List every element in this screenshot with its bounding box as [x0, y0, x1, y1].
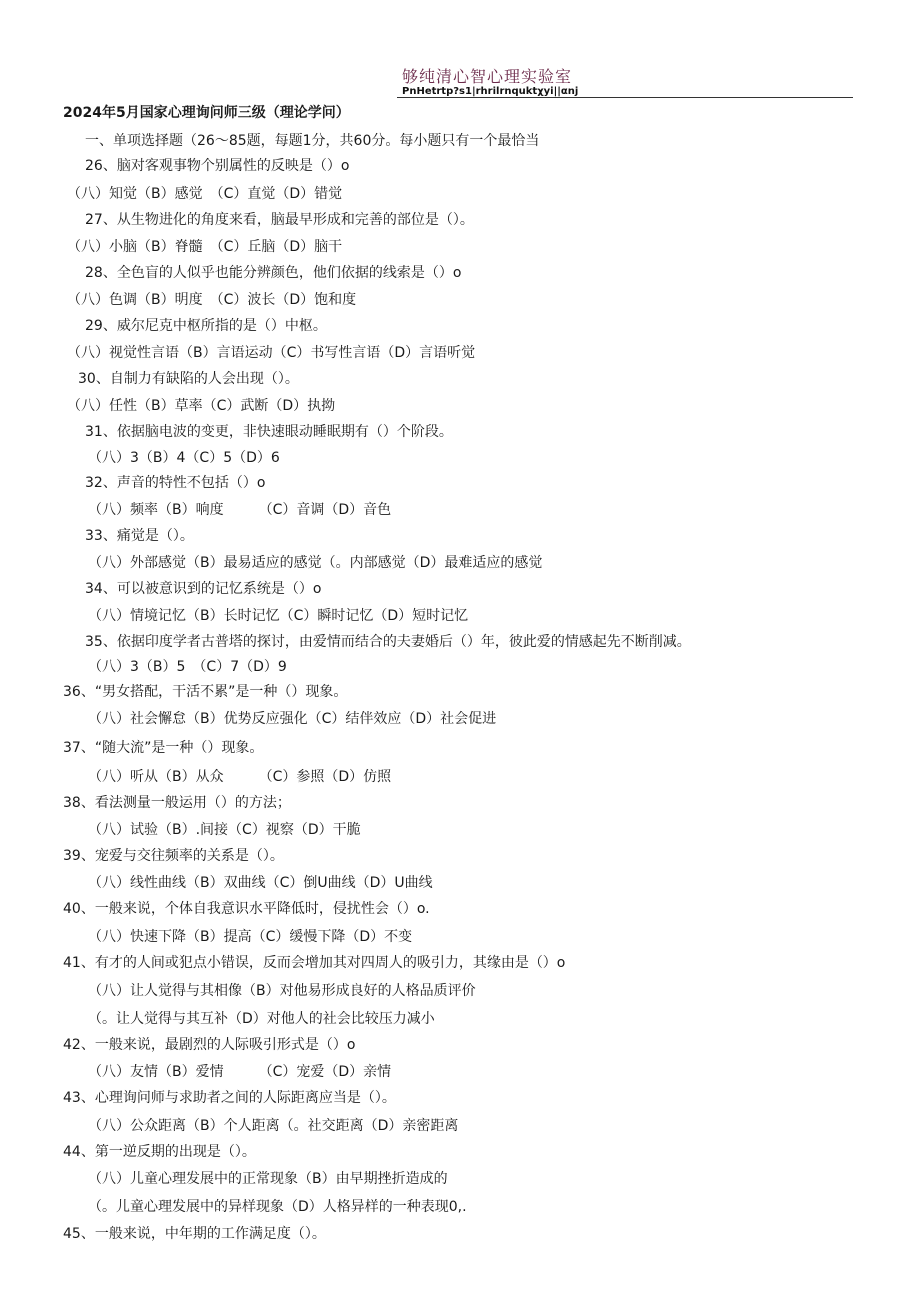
doc-line: 39、宠爱与交往频率的关系是（）。 [63, 848, 284, 864]
document-title: 2024年5月国家心理询问师三级（理论学问） [63, 105, 350, 121]
doc-line: （八）频率（B）响度 （C）音调（D）音色 [88, 502, 392, 518]
doc-line: （八）友情（B）爱情 （C）宠爱（D）亲情 [88, 1064, 392, 1080]
doc-line: 33、痛觉是（）。 [85, 528, 194, 544]
doc-line: （八）外部感觉（B）最易适应的感觉（。内部感觉（D）最难适应的感觉 [88, 555, 543, 571]
doc-line: 34、可以被意识到的记忆系统是（）o [85, 581, 322, 597]
header-lab-name: 够纯清心智心理实验室 [402, 67, 573, 86]
doc-line: 31、依据脑电波的变更，非快速眼动睡眠期有（）个阶段。 [85, 424, 453, 440]
doc-line: （八）3（B）5 （C）7（D）9 [88, 659, 287, 675]
doc-line: 30、自制力有缺陷的人会出现（）。 [78, 371, 299, 387]
doc-line: （八）儿童心理发展中的正常现象（B）由早期挫折造成的 [88, 1171, 448, 1187]
doc-line: （八）色调（B）明度 （C）波长（D）饱和度 [67, 292, 357, 308]
doc-line: 36、“男女搭配，干活不累”是一种（）现象。 [63, 684, 348, 700]
doc-line: （。让人觉得与其互补（D）对他人的社会比较压力减小 [88, 1011, 435, 1027]
doc-line: （八）情境记忆（B）长时记忆（C）瞬时记忆（D）短时记忆 [88, 608, 469, 624]
doc-line: （八）让人觉得与其相像（B）对他易形成良好的人格品质评价 [88, 983, 476, 999]
doc-line: 35、依据印度学者古普塔的探讨，由爱情而结合的夫妻婚后（）年，彼此爱的情感起先不断削减。 [85, 634, 691, 650]
doc-line: 37、“随大流”是一种（）现象。 [63, 740, 264, 756]
doc-line: （。儿童心理发展中的异样现象（D）人格异样的一种表现0,. [88, 1199, 467, 1215]
doc-line: （八）3（B）4（C）5（D）6 [88, 450, 280, 466]
doc-line: 26、脑对客观事物个别属性的反映是（）o [85, 158, 350, 174]
header-rule [397, 97, 853, 98]
doc-line: （八）快速下降（B）提高（C）缓慢下降（D）不变 [88, 929, 413, 945]
doc-line: （八）社会懈怠（B）优势反应强化（C）结伴效应（D）社会促进 [88, 711, 497, 727]
doc-line: （八）小脑（B）脊髓 （C）丘脑（D）脑干 [67, 239, 343, 255]
doc-line: 44、第一逆反期的出现是（）。 [63, 1144, 256, 1160]
doc-line: （八）公众距离（B）个人距离（。社交距离（D）亲密距离 [88, 1118, 459, 1134]
doc-line: （八）线性曲线（B）双曲线（C）倒U曲线（D）U曲线 [88, 875, 433, 891]
doc-line: （八）视觉性言语（B）言语运动（C）书写性言语（D）言语听觉 [67, 345, 476, 361]
doc-line: 40、一般来说，个体自我意识水平降低时，侵扰性会（）o. [63, 901, 430, 917]
doc-line: 28、全色盲的人似乎也能分辨颜色，他们依据的线索是（）o [85, 265, 462, 281]
doc-line: （八）听从（B）从众 （C）参照（D）仿照 [88, 769, 392, 785]
header-lab-subtitle: PnHetrtp?s1|rhrilrnquktχyi||αnj [402, 86, 579, 97]
doc-line: 一、单项选择题（26～85题，每题1分，共60分。每小题只有一个最恰当 [85, 133, 540, 149]
doc-line: 41、有才的人间或犯点小错误，反而会增加其对四周人的吸引力，其缘由是（）o [63, 955, 566, 971]
doc-line: 27、从生物进化的角度来看，脑最早形成和完善的部位是（）。 [85, 212, 474, 228]
doc-line: （八）知觉（B）感觉 （C）直觉（D）错觉 [67, 186, 343, 202]
doc-line: （八）任性（B）草率（C）武断（D）执拗 [67, 398, 336, 414]
doc-line: 42、一般来说，最剧烈的人际吸引形式是（）o [63, 1037, 356, 1053]
doc-line: 43、心理询问师与求助者之间的人际距离应当是（）。 [63, 1090, 396, 1106]
doc-line: 29、威尔尼克中枢所指的是（）中枢。 [85, 318, 327, 334]
doc-line: （八）试验（B）.间接（C）视察（D）干脆 [88, 822, 361, 838]
doc-line: 38、看法测量一般运用（）的方法； [63, 795, 291, 811]
doc-line: 32、声音的特性不包括（）o [85, 475, 266, 491]
doc-line: 45、一般来说，中年期的工作满足度（）。 [63, 1226, 326, 1242]
